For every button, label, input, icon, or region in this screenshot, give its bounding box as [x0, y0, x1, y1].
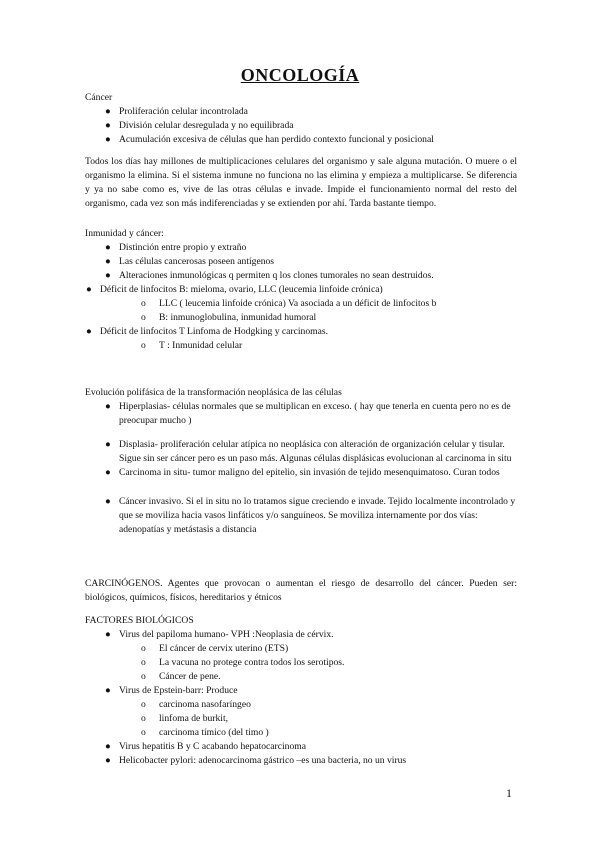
- sub-list-item: o linfoma de burkit,: [141, 713, 229, 724]
- sub-list-item: o carcinoma tímico (del timo ): [141, 727, 269, 738]
- circle-bullet-icon: o: [141, 699, 146, 710]
- evolucion-heading: Evolución polifásica de la transformación neoplásica de las células: [85, 387, 342, 398]
- factores-heading: FACTORES BIOLÓGICOS: [85, 615, 194, 626]
- bullet-icon: ●: [105, 120, 111, 131]
- list-item: ● División celular desregulada y no equilibrada: [105, 120, 294, 131]
- bullet-icon: ●: [86, 326, 92, 337]
- circle-bullet-icon: o: [141, 713, 146, 724]
- bullet-icon: ●: [105, 439, 111, 450]
- list-item: ● Distinción entre propio y extraño: [105, 242, 247, 253]
- list-item: ● Virus del papiloma humano- VPH :Neoplasia de cérvix.: [105, 629, 334, 640]
- circle-bullet-icon: o: [141, 727, 146, 738]
- list-item: ● Virus de Epstein-barr: Produce: [105, 685, 238, 696]
- bullet-icon: ●: [105, 741, 111, 752]
- circle-bullet-icon: o: [141, 643, 146, 654]
- list-item: ● Hiperplasias- células normales que se multiplican en exceso. ( hay que tenerla en cuenta pero no es de preocupar mucho ): [105, 401, 511, 426]
- bullet-icon: ●: [86, 284, 92, 295]
- page-number: 1: [506, 786, 512, 800]
- bullet-icon: ●: [105, 685, 111, 696]
- cancer-section: [85, 91, 517, 147]
- circle-bullet-icon: o: [141, 340, 146, 351]
- bullet-icon: ●: [105, 755, 111, 766]
- list-item: ● Déficit de linfocitos B: mieloma, ovario, LLC (leucemia linfoide crónica): [86, 284, 383, 295]
- list-item: ● Carcinoma in situ- tumor maligno del epitelio, sin invasión de tejido mesenquimatoso. Curan todos: [105, 467, 500, 478]
- bullet-icon: ●: [105, 242, 111, 253]
- inmunidad-heading: Inmunidad y cáncer:: [85, 228, 164, 239]
- sub-list-item: o El cáncer de cervix uterino (ETS): [141, 643, 289, 654]
- bullet-icon: ●: [105, 256, 111, 267]
- bullet-icon: ●: [105, 401, 111, 412]
- sub-list-item: o La vacuna no protege contra todos los serotipos.: [141, 657, 345, 668]
- list-item: ● Helicobacter pylori: adenocarcinoma gástrico –es una bacteria, no un virus: [105, 755, 407, 766]
- circle-bullet-icon: o: [141, 671, 146, 682]
- circle-bullet-icon: o: [141, 657, 146, 668]
- bullet-icon: ●: [105, 270, 111, 281]
- list-item: ● Alteraciones inmunológicas q permiten q los clones tumorales no sean destruidos.: [105, 270, 434, 281]
- carcinogenos-paragraph: CARCINÓGENOS. Agentes que provocan o aumentan el riesgo de desarrollo del cáncer. Pueden ser: biológicos, químicos, físicos, hereditarios y étnicos: [85, 578, 517, 603]
- bullet-icon: ●: [105, 134, 111, 145]
- bullet-icon: ●: [105, 496, 111, 507]
- circle-bullet-icon: o: [141, 312, 146, 323]
- list-item: ● Acumulación excesiva de células que han perdido contexto funcional y posicional: [105, 134, 434, 145]
- document-title: ONCOLOGÍA: [240, 65, 360, 85]
- sub-list-item: o Cáncer de pene.: [141, 671, 221, 682]
- bullet-icon: ●: [105, 467, 111, 478]
- factores-section: [85, 614, 517, 768]
- list-item: ● Proliferación celular incontrolada: [105, 106, 248, 117]
- evolucion-section: [85, 386, 517, 537]
- bullet-icon: ●: [105, 629, 111, 640]
- bullet-icon: ●: [105, 106, 111, 117]
- cancer-list: [85, 105, 517, 147]
- inmunidad-section: [85, 227, 517, 353]
- list-item: ● Displasia- proliferación celular atípica no neoplásica con alteración de organización celular y tisular. Sigue sin ser cáncer pero es un paso más. Algunas células displásicas evolucionan al carcinoma in situ: [105, 439, 512, 464]
- sub-list-item: o T : Inmunidad celular: [141, 340, 243, 351]
- list-item: ● Las células cancerosas poseen antígenos: [105, 256, 275, 267]
- sub-list-item: o B: inmunoglobulina, inmunidad humoral: [141, 312, 317, 323]
- intro-paragraph: Todos los días hay millones de multiplicaciones celulares del organismo y sale alguna mutación. O muere o el organismo la elimina. Si el sistema inmune no funciona no las elimina y empieza a multiplicarse. Se diferencia y ya no sabe como es, vive de las otras células e invade. Impide el funcionamiento normal del resto del organismo, cada vez son más indiferenciadas y se extienden por ahí. Tarda bastante tiempo.: [85, 156, 517, 209]
- list-item: ● Cáncer invasivo. Si el in situ no lo tratamos sigue creciendo e invade. Tejido localmente incontrolado y que se moviliza hacia vasos linfáticos y/o sanguíneos. Se moviliza internamente por dos vías: adenopatías y metástasis a distancia: [105, 496, 516, 535]
- list-item: ● Virus hepatitis B y C acabando hepatocarcinoma: [105, 741, 306, 752]
- sub-list-item: o carcinoma nasofaríngeo: [141, 699, 251, 710]
- circle-bullet-icon: o: [141, 298, 146, 309]
- sub-list-item: o LLC ( leucemia linfoide crónica) Va asociada a un déficit de linfocitos b: [141, 298, 437, 309]
- list-item: ● Déficit de linfocitos T Linfoma de Hodgking y carcinomas.: [86, 326, 328, 337]
- cancer-heading: Cáncer: [85, 92, 113, 103]
